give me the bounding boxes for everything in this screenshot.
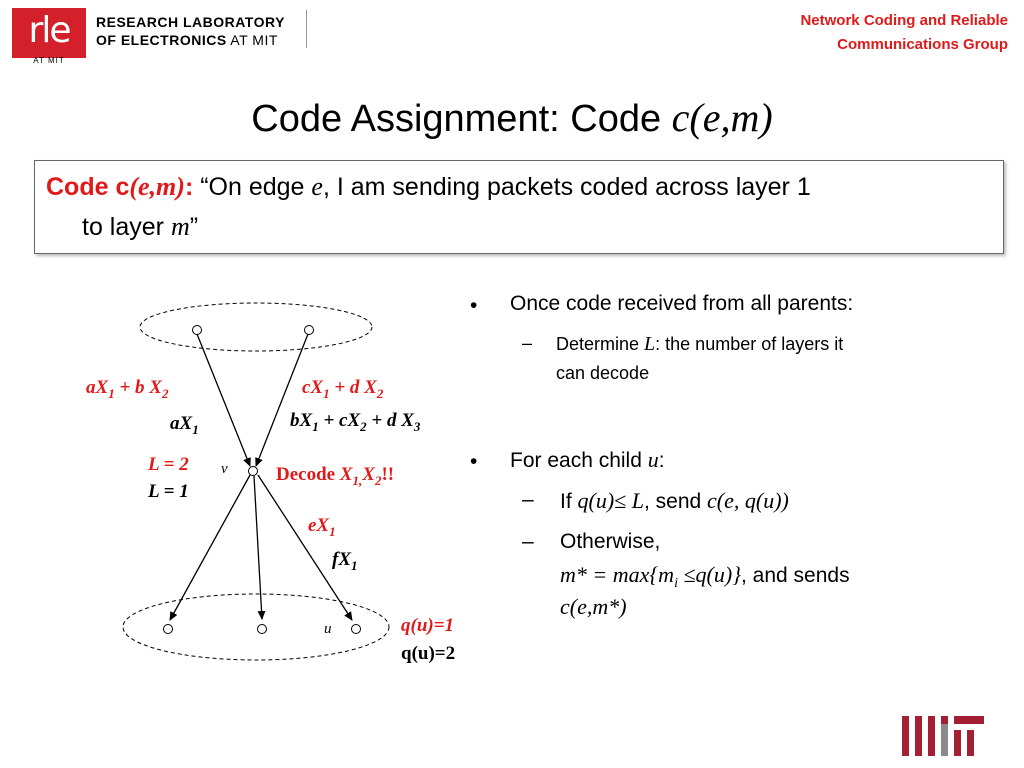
edge-parent1-v — [197, 334, 250, 466]
bullet-marker-2: • — [470, 450, 478, 473]
parent-node-2 — [305, 326, 314, 335]
bullet-2-sub-1: If q(u)≤ L, send c(e, q(u)) — [560, 488, 789, 513]
sub-dash-3: – — [522, 530, 534, 553]
definition-line1: Code c(e,m): “On edge e, I am sending packets coded across layer 1 — [46, 172, 811, 201]
edge-v-child2 — [254, 476, 262, 619]
decode-annotation: Decode $X_{1,}X_2$!! — [276, 464, 395, 488]
node-u-label: u — [324, 621, 332, 637]
child-node-u — [352, 625, 361, 634]
bullet-2: For each child u: — [510, 447, 665, 472]
left-edge-code-red: $aX_1 + b$ $X_2$ — [86, 377, 169, 401]
definition-line2: to layer m” — [82, 212, 199, 241]
child-edge-code-black: $fX_1$ — [332, 549, 358, 573]
bullet-2-sub-2-line3: c(e,m*) — [560, 594, 627, 619]
child-layer-q-red: q(u)=1 — [401, 615, 455, 636]
parent-layer-ellipse — [140, 303, 372, 351]
layers-decodable-black: L = 1 — [148, 481, 189, 502]
child-edge-code-red: $eX_1$ — [308, 515, 336, 539]
child-layer-ellipse — [123, 594, 389, 660]
bullet-2-sub-2-line2: $m* = \max\{m_i \le q(u)\}$, and sends — [560, 562, 850, 592]
rle-logo: rle — [12, 8, 86, 58]
child-node-2 — [258, 625, 267, 634]
layers-decodable-red: L = 2 — [148, 454, 189, 475]
bullet-2-sub-2: Otherwise, — [560, 530, 661, 553]
bullet-1-sub-line2: can decode — [556, 363, 650, 383]
sub-dash-1: – — [522, 333, 533, 353]
bullet-marker-1: • — [470, 294, 478, 317]
bullet-1-sub-line1: Determine L: the number of layers it — [556, 333, 844, 355]
node-v-label: v — [221, 461, 228, 477]
sub-dash-2: – — [522, 488, 534, 511]
org-name-line1: RESEARCH LABORATORY — [96, 14, 285, 30]
rle-logo-subtitle: AT MIT — [33, 56, 65, 65]
slide-title: Code Assignment: Code c(e,m) — [251, 95, 773, 140]
group-name-line2: Communications Group — [837, 36, 1008, 53]
child-node-1 — [164, 625, 173, 634]
mit-logo — [902, 716, 984, 756]
bullet-1: Once code received from all parents: — [510, 292, 854, 315]
org-name-line2: OF ELECTRONICS AT MIT — [96, 32, 278, 48]
edge-v-child3 — [258, 475, 352, 620]
right-edge-code-red: $cX_1 + d$ $X_2$ — [302, 377, 384, 401]
parent-node-1 — [193, 326, 202, 335]
child-layer-q-black: q(u)=2 — [401, 643, 456, 664]
left-edge-code-black: $aX_1$ — [170, 413, 199, 437]
node-v — [249, 467, 258, 476]
edge-parent2-v — [256, 334, 308, 466]
group-name-line1: Network Coding and Reliable — [800, 12, 1008, 29]
right-edge-code-black: $bX_1 + cX_2 + d$ $X_3$ — [290, 410, 421, 434]
